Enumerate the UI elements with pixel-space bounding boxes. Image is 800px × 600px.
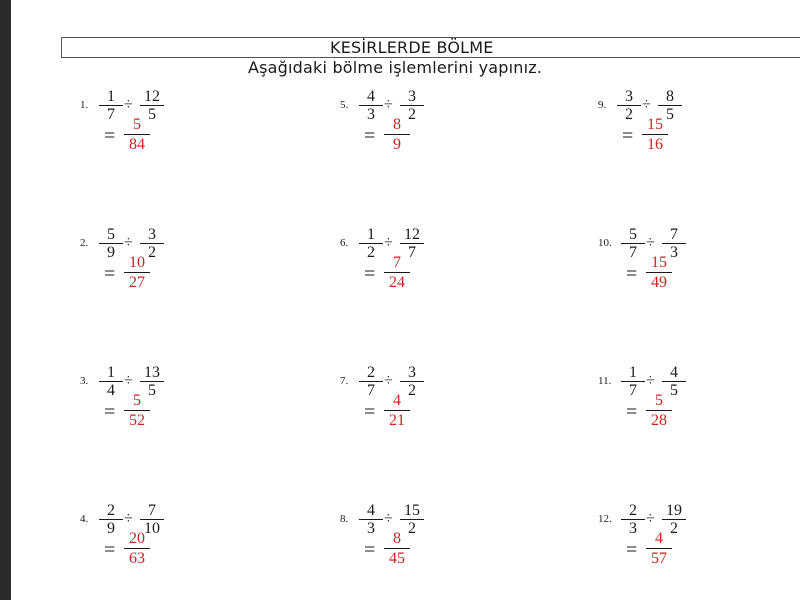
equals-sign: = bbox=[104, 401, 116, 423]
divide-sign: ÷ bbox=[646, 510, 655, 527]
answer-denominator: 84 bbox=[129, 136, 145, 153]
answer-denominator: 45 bbox=[389, 550, 405, 567]
divide-sign: ÷ bbox=[124, 372, 133, 389]
dividend-numerator: 5 bbox=[629, 226, 637, 243]
dividend-numerator: 2 bbox=[629, 502, 637, 519]
problem-number: 4. bbox=[80, 513, 89, 525]
problem-number: 5. bbox=[340, 99, 349, 111]
divisor-denominator: 2 bbox=[408, 382, 416, 399]
dividend-denominator: 7 bbox=[629, 244, 637, 261]
problem-item bbox=[598, 502, 798, 582]
problem-number: 7. bbox=[340, 375, 349, 387]
equals-sign: = bbox=[364, 401, 376, 423]
fraction-bar bbox=[384, 548, 410, 549]
fraction-bar bbox=[384, 272, 410, 273]
dividend-numerator: 3 bbox=[625, 88, 633, 105]
equals-sign: = bbox=[364, 125, 376, 147]
dividend-denominator: 7 bbox=[107, 106, 115, 123]
problem-item bbox=[340, 502, 540, 582]
dividend-denominator: 7 bbox=[629, 382, 637, 399]
answer-numerator: 20 bbox=[129, 530, 145, 547]
dividend-numerator: 1 bbox=[107, 88, 115, 105]
answer-numerator: 15 bbox=[647, 116, 663, 133]
fraction-bar bbox=[384, 410, 410, 411]
dividend-fraction bbox=[99, 89, 123, 122]
divide-sign: ÷ bbox=[384, 96, 393, 113]
answer-fraction bbox=[646, 255, 672, 290]
problem-item bbox=[598, 364, 798, 444]
divisor-numerator: 3 bbox=[148, 226, 156, 243]
dividend-denominator: 3 bbox=[629, 520, 637, 537]
divide-sign: ÷ bbox=[384, 372, 393, 389]
divisor-numerator: 8 bbox=[666, 88, 674, 105]
problem-item bbox=[598, 88, 798, 168]
page-title: KESİRLERDE BÖLME bbox=[330, 38, 494, 57]
equals-sign: = bbox=[104, 263, 116, 285]
divisor-denominator: 2 bbox=[148, 244, 156, 261]
answer-fraction bbox=[124, 255, 150, 290]
equals-sign: = bbox=[626, 401, 638, 423]
divisor-numerator: 7 bbox=[670, 226, 678, 243]
dividend-fraction bbox=[621, 227, 645, 260]
fraction-bar bbox=[646, 410, 672, 411]
problem-item bbox=[598, 226, 798, 306]
answer-denominator: 57 bbox=[651, 550, 667, 567]
answer-denominator: 63 bbox=[129, 550, 145, 567]
answer-fraction bbox=[384, 255, 410, 290]
divisor-numerator: 12 bbox=[404, 226, 420, 243]
divisor-numerator: 13 bbox=[144, 364, 160, 381]
answer-numerator: 5 bbox=[133, 392, 141, 409]
problem-number: 3. bbox=[80, 375, 89, 387]
dividend-numerator: 1 bbox=[367, 226, 375, 243]
dividend-denominator: 3 bbox=[367, 106, 375, 123]
answer-fraction bbox=[384, 117, 410, 152]
answer-numerator: 4 bbox=[393, 392, 401, 409]
divisor-numerator: 12 bbox=[144, 88, 160, 105]
dividend-fraction bbox=[99, 503, 123, 536]
equals-sign: = bbox=[104, 539, 116, 561]
dividend-denominator: 2 bbox=[625, 106, 633, 123]
answer-denominator: 9 bbox=[393, 136, 401, 153]
answer-denominator: 21 bbox=[389, 412, 405, 429]
divisor-denominator: 2 bbox=[670, 520, 678, 537]
dividend-denominator: 7 bbox=[367, 382, 375, 399]
dividend-numerator: 1 bbox=[107, 364, 115, 381]
answer-fraction bbox=[642, 117, 668, 152]
problem-number: 6. bbox=[340, 237, 349, 249]
equals-sign: = bbox=[104, 125, 116, 147]
divisor-denominator: 10 bbox=[144, 520, 160, 537]
divisor-numerator: 3 bbox=[408, 364, 416, 381]
answer-numerator: 4 bbox=[655, 530, 663, 547]
equals-sign: = bbox=[626, 263, 638, 285]
problem-item bbox=[340, 226, 540, 306]
problem-number: 8. bbox=[340, 513, 349, 525]
problem-item bbox=[340, 364, 540, 444]
problem-number: 10. bbox=[598, 237, 612, 249]
fraction-bar bbox=[646, 272, 672, 273]
answer-denominator: 24 bbox=[389, 274, 405, 291]
dividend-fraction bbox=[617, 89, 641, 122]
problem-number: 1. bbox=[80, 99, 89, 111]
dividend-denominator: 2 bbox=[367, 244, 375, 261]
dividend-fraction bbox=[621, 503, 645, 536]
answer-numerator: 5 bbox=[133, 116, 141, 133]
answer-fraction bbox=[124, 393, 150, 428]
fraction-bar bbox=[646, 548, 672, 549]
divide-sign: ÷ bbox=[384, 510, 393, 527]
answer-fraction bbox=[124, 531, 150, 566]
answer-numerator: 8 bbox=[393, 116, 401, 133]
problem-item bbox=[80, 364, 280, 444]
answer-numerator: 7 bbox=[393, 254, 401, 271]
dividend-fraction bbox=[359, 227, 383, 260]
problem-item bbox=[340, 88, 540, 168]
divisor-denominator: 5 bbox=[666, 106, 674, 123]
answer-numerator: 15 bbox=[651, 254, 667, 271]
dividend-numerator: 5 bbox=[107, 226, 115, 243]
answer-denominator: 28 bbox=[651, 412, 667, 429]
dividend-fraction bbox=[359, 503, 383, 536]
divisor-denominator: 2 bbox=[408, 106, 416, 123]
divisor-denominator: 3 bbox=[670, 244, 678, 261]
divisor-numerator: 3 bbox=[408, 88, 416, 105]
problem-item bbox=[80, 502, 280, 582]
answer-fraction bbox=[384, 393, 410, 428]
answer-denominator: 49 bbox=[651, 274, 667, 291]
divisor-numerator: 7 bbox=[148, 502, 156, 519]
divisor-denominator: 5 bbox=[148, 382, 156, 399]
dividend-denominator: 9 bbox=[107, 520, 115, 537]
dividend-numerator: 4 bbox=[367, 88, 375, 105]
divisor-denominator: 5 bbox=[670, 382, 678, 399]
title-box bbox=[61, 37, 800, 58]
fraction-bar bbox=[124, 410, 150, 411]
equals-sign: = bbox=[622, 125, 634, 147]
dividend-denominator: 9 bbox=[107, 244, 115, 261]
divide-sign: ÷ bbox=[646, 234, 655, 251]
dividend-numerator: 4 bbox=[367, 502, 375, 519]
answer-denominator: 27 bbox=[129, 274, 145, 291]
equals-sign: = bbox=[364, 539, 376, 561]
divide-sign: ÷ bbox=[384, 234, 393, 251]
dividend-fraction bbox=[359, 365, 383, 398]
dividend-fraction bbox=[621, 365, 645, 398]
problem-number: 12. bbox=[598, 513, 612, 525]
dividend-numerator: 2 bbox=[107, 502, 115, 519]
dividend-fraction bbox=[99, 227, 123, 260]
divide-sign: ÷ bbox=[646, 372, 655, 389]
divide-sign: ÷ bbox=[124, 96, 133, 113]
dividend-denominator: 3 bbox=[367, 520, 375, 537]
divisor-numerator: 19 bbox=[666, 502, 682, 519]
answer-fraction bbox=[646, 531, 672, 566]
fraction-bar bbox=[384, 134, 410, 135]
problem-number: 2. bbox=[80, 237, 89, 249]
dividend-numerator: 1 bbox=[629, 364, 637, 381]
dividend-numerator: 2 bbox=[367, 364, 375, 381]
fraction-bar bbox=[124, 548, 150, 549]
problem-item bbox=[80, 88, 280, 168]
dividend-fraction bbox=[99, 365, 123, 398]
equals-sign: = bbox=[626, 539, 638, 561]
fraction-bar bbox=[124, 134, 150, 135]
divisor-denominator: 2 bbox=[408, 520, 416, 537]
page-subtitle: Aşağıdaki bölme işlemlerini yapınız. bbox=[248, 58, 543, 77]
answer-denominator: 16 bbox=[647, 136, 663, 153]
problem-item bbox=[80, 226, 280, 306]
answer-numerator: 5 bbox=[655, 392, 663, 409]
divisor-denominator: 5 bbox=[148, 106, 156, 123]
divide-sign: ÷ bbox=[642, 96, 651, 113]
answer-numerator: 8 bbox=[393, 530, 401, 547]
divide-sign: ÷ bbox=[124, 234, 133, 251]
dividend-fraction bbox=[359, 89, 383, 122]
answer-fraction bbox=[646, 393, 672, 428]
dividend-denominator: 4 bbox=[107, 382, 115, 399]
problem-number: 11. bbox=[598, 375, 612, 387]
divisor-numerator: 15 bbox=[404, 502, 420, 519]
equals-sign: = bbox=[364, 263, 376, 285]
divisor-numerator: 4 bbox=[670, 364, 678, 381]
problem-number: 9. bbox=[598, 99, 607, 111]
divide-sign: ÷ bbox=[124, 510, 133, 527]
divisor-denominator: 7 bbox=[408, 244, 416, 261]
answer-fraction bbox=[124, 117, 150, 152]
answer-fraction bbox=[384, 531, 410, 566]
fraction-bar bbox=[124, 272, 150, 273]
fraction-bar bbox=[642, 134, 668, 135]
answer-numerator: 10 bbox=[129, 254, 145, 271]
answer-denominator: 52 bbox=[129, 412, 145, 429]
left-edge-bar bbox=[0, 0, 11, 600]
